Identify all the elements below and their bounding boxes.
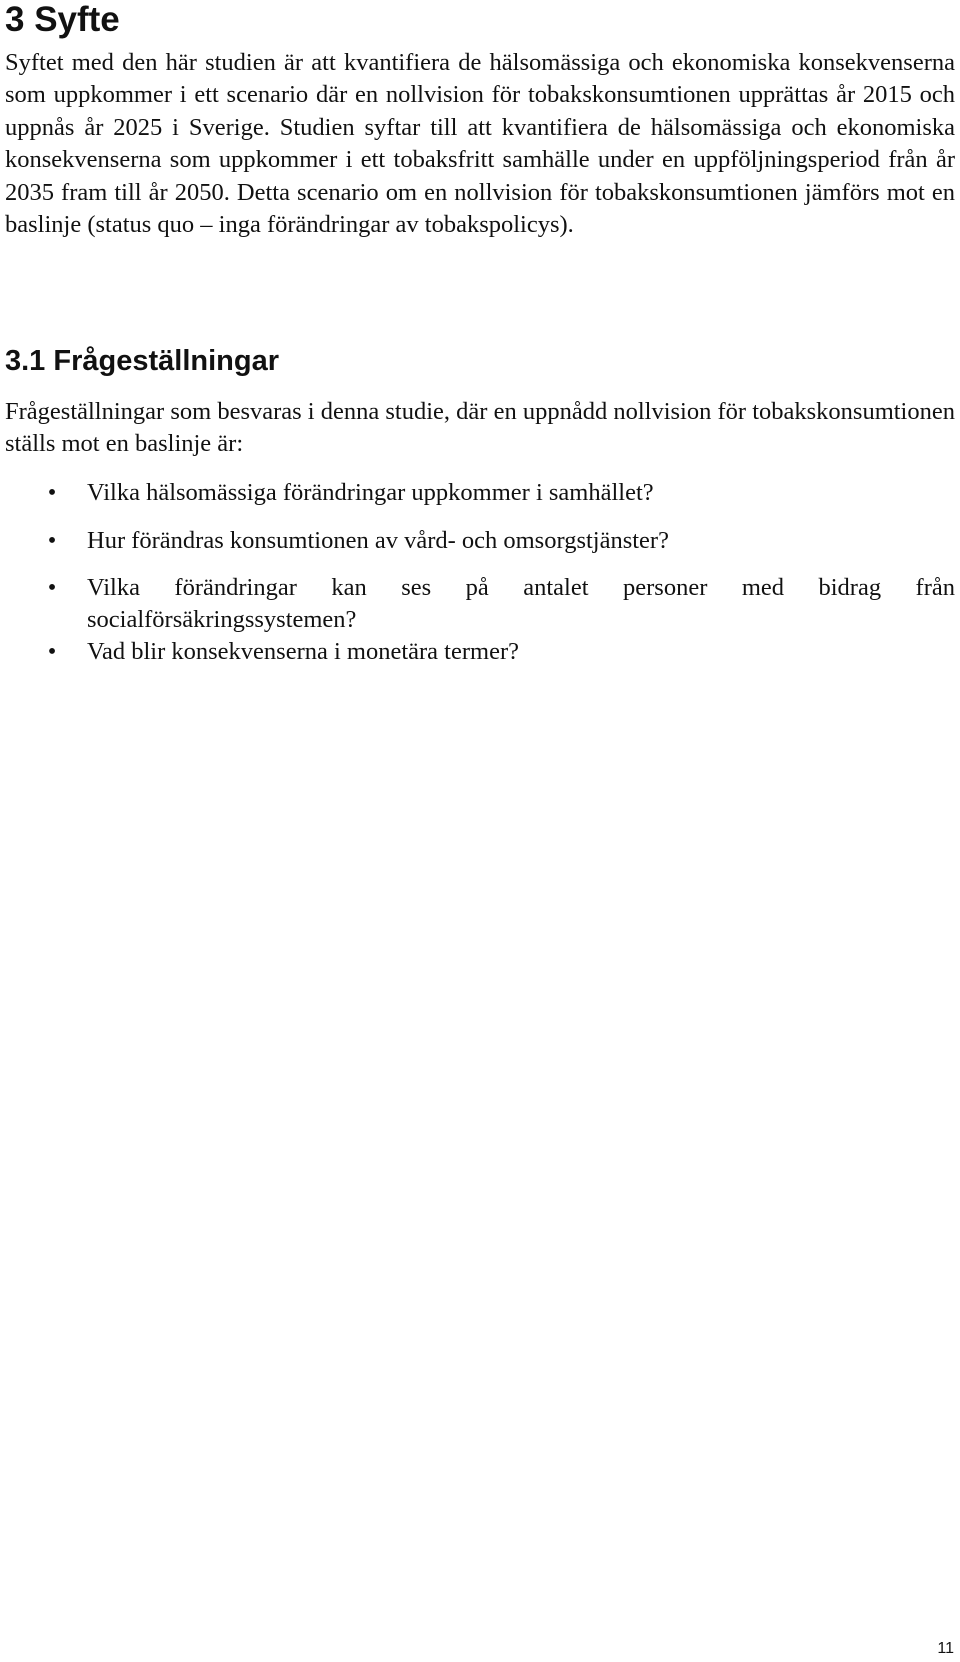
bullet-icon: •: [47, 527, 57, 554]
list-item: [5, 572, 955, 637]
page-number: 11: [937, 1640, 954, 1657]
subsection-heading: 3.1 Frågeställningar: [5, 345, 279, 377]
bullet-icon: •: [47, 479, 57, 506]
list-item-text: Vad blir konsekvenserna i monetära termer?: [87, 638, 519, 665]
bullet-icon: •: [47, 638, 57, 665]
section-paragraph: Syftet med den här studien är att kvantifiera de hälsomässiga och ekonomiska konsekvenserna som uppkommer i ett scenario där en nollvision för tobakskonsumtionen upprättas år 2015 och uppnås år 2025 i Sverige. Studien syftar till att kvantifiera de hälsomässiga och ekonomiska konsekvenserna som uppkommer i ett tobaksfritt samhälle under en uppföljningsperiod från år 2035 fram till år 2050. Detta scenario om en nollvision för tobakskonsumtionen jämförs mot en baslinje (status quo – inga förändringar av tobakspolicys).: [5, 49, 955, 239]
list-item-text: Vilka hälsomässiga förändringar uppkommer i samhället?: [87, 479, 654, 506]
list-item-text: Hur förändras konsumtionen av vård- och omsorgstjänster?: [87, 527, 669, 554]
list-item: [5, 636, 955, 668]
list-item: [5, 525, 955, 557]
bullet-icon: •: [47, 574, 57, 601]
list-item: [5, 477, 955, 509]
subsection-paragraph: Frågeställningar som besvaras i denna studie, där en uppnådd nollvision för tobakskonsumtionen ställs mot en baslinje är:: [5, 398, 955, 458]
list-item-text: Vilka förändringar kan ses på antalet personer med bidrag från socialförsäkringssystemen?: [87, 574, 955, 634]
section-heading: 3 Syfte: [5, 0, 120, 39]
